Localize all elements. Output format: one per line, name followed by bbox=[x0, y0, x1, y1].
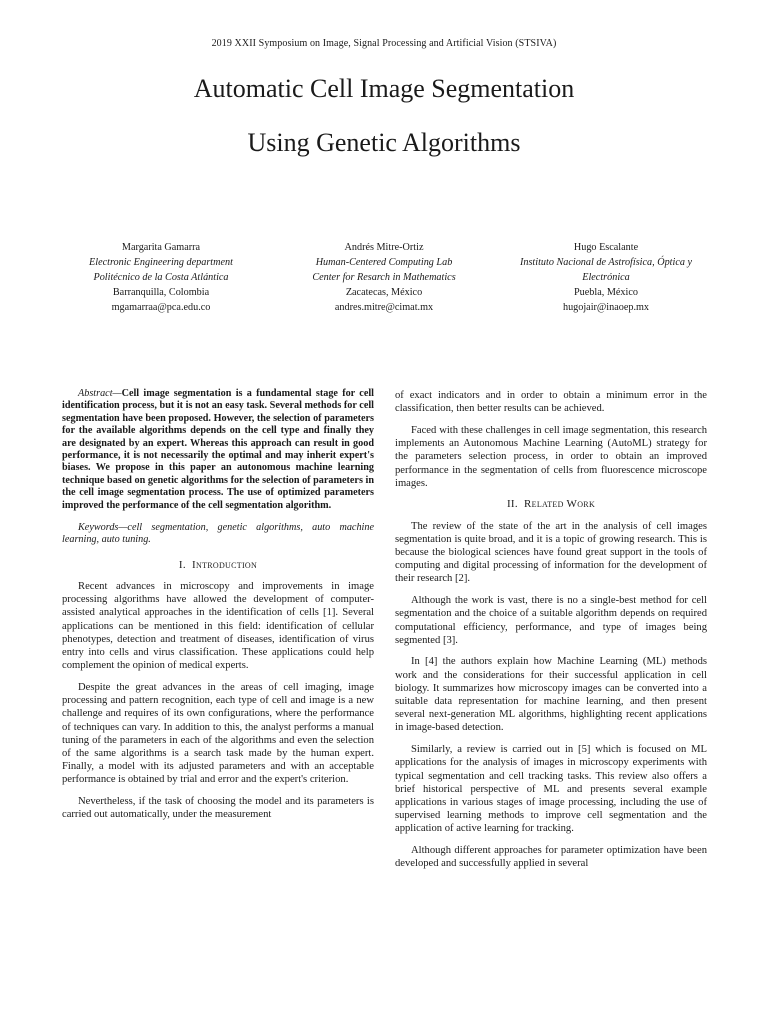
intro-paragraph: Faced with these challenges in cell image segmentation, this research implements an Autonomous Machine Learning (AutoML) strategy for the parameters selection process, in order to obtain an improved performance in the segmentation of cells from fluorescence microscope images. bbox=[395, 424, 707, 489]
abstract bbox=[62, 388, 374, 512]
author-city: Zacatecas, México bbox=[345, 287, 423, 298]
section-number: II. bbox=[506, 498, 518, 511]
section-heading-related-work bbox=[395, 498, 707, 511]
author-name: Hugo Escalante bbox=[573, 242, 639, 253]
author-organization: Politécnico de la Costa Atlántica bbox=[93, 272, 229, 283]
intro-continuation: of exact indicators and in order to obtain a minimum error in the classification, then better results can be achieved. bbox=[395, 390, 707, 415]
author-block-2 bbox=[259, 240, 509, 315]
author-email: andres.mitre@cimat.mx bbox=[334, 302, 434, 313]
paper-title-line2: Using Genetic Algorithms bbox=[247, 128, 521, 157]
related-paragraph: The review of the state of the art in the analysis of cell images segmentation is quite broad, and it is a topic of growing research. This is because the biological sciences have found great support in the tools of computing and digital processing of information for the development of their research [2]. bbox=[395, 520, 707, 585]
related-paragraph: Although the work is vast, there is no a single-best method for cell segmentation and the choice of a suitable algorithm depends on required computational efficiency, performance, and type of images being segmented [3]. bbox=[395, 595, 707, 646]
author-city: Puebla, México bbox=[574, 287, 638, 298]
section-title: Related Work bbox=[524, 498, 596, 511]
section-title: Introduction bbox=[192, 558, 258, 571]
author-name: Margarita Gamarra bbox=[121, 242, 201, 253]
related-paragraph: In [4] the authors explain how Machine Learning (ML) methods work and the considerations for their successful application in cell biology. It summarizes how microscopy images can be converted into a suitable data representation for machine learning, and then present several next-generation ML algorithms, highlighting recent applications in image-based detection. bbox=[395, 656, 707, 734]
intro-paragraph: Despite the great advances in the areas of cell imaging, image processing and pattern recognition, each type of cell and image is a new challenge and requires of its own configurations, where the performance of techniques can vary. In addition to this, the analyst performs a manual tuning of the parameters in each of the algorithms and even the selection of the same algorithms is a search task made by the human expert. Finally, a model with its adjusted parameters and with an acceptable performance is obtained by trial and error and the expert's criterion. bbox=[62, 682, 374, 786]
intro-paragraph: Nevertheless, if the task of choosing the model and its parameters is carried out automatically, under the measurement bbox=[62, 796, 374, 821]
related-paragraph: Similarly, a review is carried out in [5] which is focused on ML applications for the analysis of images in microscopy experiments with typical segmentation and cell tracking tasks. This review also offers a brief historical perspective of ML and presents several example applications in various stages of image processing, including the use of supervised learning methods to improve cell segmentation and the application of active learning for tracking. bbox=[395, 744, 707, 835]
author-organization: Center for Resarch in Mathematics bbox=[312, 272, 456, 283]
author-department: Electronic Engineering department bbox=[89, 257, 233, 268]
abstract-text: Cell image segmentation is a fundamental stage for cell identification process, but it is not an easy task. Several methods for cell segmentation have been proposed. However, the selection of parameters for the available algorithms depends on the cell type and finally they are designated by an expert. Whereas this approach can result in good performance, it is not necessarily the optimal and may inherit expert's biases. We propose in this paper an autonomous machine learning technique based on genetic algorithms for the selection of parameters in the cell image segmentation process. The use of optimized parameters improved the performance of the cell segmentation algorithm. bbox=[62, 388, 374, 511]
left-column bbox=[62, 388, 374, 830]
conference-header: 2019 XXII Symposium on Image, Signal Processing and Artificial Vision (STSIVA) bbox=[211, 38, 557, 49]
author-city: Barranquilla, Colombia bbox=[112, 287, 210, 298]
related-paragraph: Although different approaches for parameter optimization have been developed and successfully applied in several bbox=[395, 845, 707, 870]
paper-title-line1: Automatic Cell Image Segmentation bbox=[193, 74, 575, 103]
author-block-3 bbox=[481, 240, 731, 315]
abstract-label: Abstract— bbox=[78, 388, 122, 399]
section-heading-introduction bbox=[62, 559, 374, 572]
author-email: mgamarraa@pca.edu.co bbox=[111, 302, 211, 313]
author-department: Human-Centered Computing Lab bbox=[315, 257, 453, 268]
intro-paragraph: Recent advances in microscopy and improvements in image processing algorithms have allowed the development of computer-assisted analytical approaches in the identification of cells [1]. Several applications can be mentioned in this field: identification of cellular phenotypes, detection and treatment of diseases, identification of virus entry into cells and virus classification. These applications could help complement the opinion of medical experts. bbox=[62, 581, 374, 672]
author-name: Andrés Mitre-Ortiz bbox=[344, 242, 424, 253]
author-email: hugojair@inaoep.mx bbox=[562, 302, 650, 313]
right-column bbox=[395, 389, 707, 879]
author-block-1 bbox=[36, 240, 286, 315]
section-number: I. bbox=[178, 558, 186, 571]
author-organization: Electrónica bbox=[582, 272, 630, 283]
author-department: Instituto Nacional de Astrofísica, Óptica y bbox=[519, 257, 693, 268]
keywords: Keywords—cell segmentation, genetic algorithms, auto machine learning, auto tuning. bbox=[62, 522, 374, 546]
